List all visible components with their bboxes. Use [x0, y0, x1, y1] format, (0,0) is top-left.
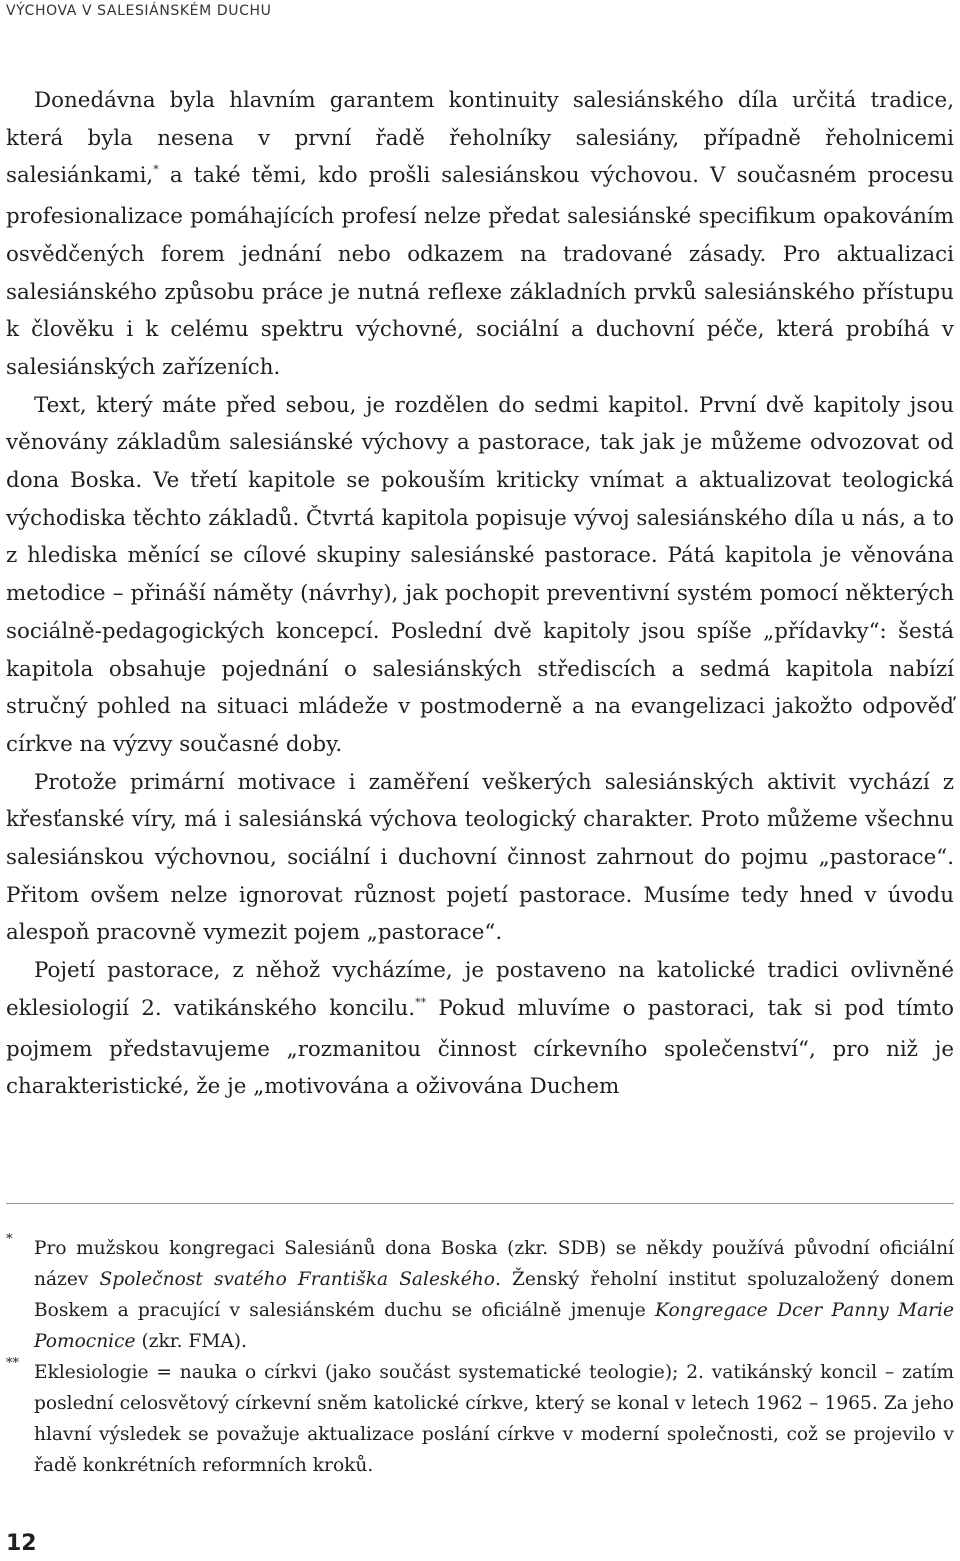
paragraph-4 — [6, 952, 954, 1106]
paragraph-1 — [6, 82, 954, 387]
footnote-2 — [6, 1357, 954, 1481]
footnote-1-mark: * — [6, 1232, 13, 1247]
footnote-ref-1: * — [153, 163, 159, 177]
page-number: 12 — [6, 1531, 37, 1556]
footnote-1-text-c: (zkr. FMA). — [135, 1331, 247, 1352]
footnotes — [6, 1233, 954, 1481]
paragraph-2: Text, který máte před sebou, je rozdělen do sedmi kapitol. První dvě kapitoly jsou věnovány základům salesiánské výchovy a pastorace, tak jak je můžeme odvozovat od dona Boska. Ve třetí kapitole se pokouším kriticky vnímat a aktualizovat teologická východiska těchto základů. Čtvrtá kapitola popisuje vývoj salesiánského díla u nás, a to z hlediska měnící se cílové skupiny salesiánské pastorace. Pátá kapitola je věnována metodice – přináší náměty (návrhy), jak pochopit preventivní systém pomocí některých sociálně-pedagogických koncepcí. Poslední dvě kapitoly jsou spíše „přídavky“: šestá kapitola obsahuje pojednání o salesiánských střediscích a sedmá kapitola nabízí stručný pohled na situaci mládeže v postmoderně a na evangelizaci jakožto odpověď církve na výzvy současné doby. — [6, 392, 954, 757]
paragraph-1-part-a: Donedávna byla hlavním garantem kontinuity salesiánského díla určitá tradice, která byla nesena v první řadě řeholníky salesiány, případně řeholnicemi salesiánkami, — [6, 88, 954, 189]
paragraph-3: Protože primární motivace i zaměření veškerých salesiánských aktivit vychází z křesťanské víry, má i salesiánská výchova teologický charakter. Proto můžeme všechnu salesiánskou výchovnou, sociální i duchovní činnost zahrnout do pojmu „pastorace“. Přitom ovšem nelze ignorovat různost pojetí pastorace. Musíme tedy hned v úvodu alespoň pracovně vymezit pojem „pastorace“. — [6, 769, 954, 946]
paragraph-4-part-a: Pojetí pastorace, z něhož vycházíme, je postaveno na katolické tradici ovlivněné eklesiologií 2. vatikánského koncilu. — [6, 958, 954, 1021]
paragraph-4-part-b: Pokud mluvíme o pastoraci, tak si pod tímto pojmem představujeme „rozmanitou činnost církevního společenství“, pro niž je charakteristické, že je „motivována a oživována Duchem — [6, 995, 954, 1100]
running-header: VÝCHOVA V SALESIÁNSKÉM DUCHU — [6, 3, 272, 19]
footnote-2-mark: ** — [6, 1356, 19, 1371]
footnote-2-text: Eklesiologie = nauka o církvi (jako součást systematické teologie); 2. vatikánský koncil – zatím poslední celosvětový církevní sněm katolické církve, který se konal v letech 1962 – 1965. Za jeho hlavní výsledek se považuje aktualizace poslání církve v moderní společnosti, což se projevilo v řadě konkrétních reformních kroků. — [34, 1362, 954, 1476]
footnote-1-text-a: Pro mužskou kongregaci Salesiánů dona Boska (zkr. SDB) se někdy používá původní oficiální název — [34, 1238, 954, 1290]
footnote-1 — [6, 1233, 954, 1357]
footnote-1-italic-1: Společnost svatého Františka Saleského — [99, 1269, 495, 1290]
main-text — [6, 82, 954, 1106]
paragraph-1-part-b: a také těmi, kdo prošli salesiánskou výchovou. V současném procesu profesionalizace pomáhajících profesí nelze předat salesiánské specifikum opakováním osvědčených forem jednání nebo odkazem na tradované zásady. Pro aktualizaci salesiánského způsobu práce je nutná reflexe základních prvků salesiánského přístupu k člověku i k celému spektru výchovné, sociální a duchovní péče, která probíhá v salesiánských zařízeních. — [6, 163, 954, 380]
footnote-1-text-b: . Ženský řeholní institut spoluzaložený donem Boskem a pracující v salesiánském duchu se oficiálně jmenuje — [34, 1269, 954, 1321]
footnote-separator — [6, 1203, 954, 1204]
footnote-ref-2: ** — [415, 995, 427, 1009]
footnote-1-italic-2: Kongregace Dcer Panny Marie Pomocnice — [34, 1300, 954, 1352]
